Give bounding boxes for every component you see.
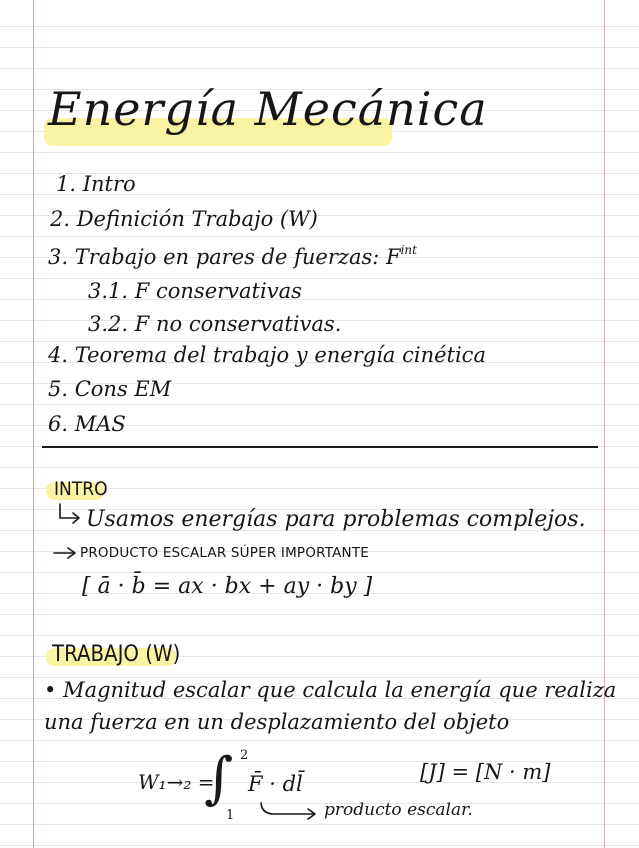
toc-item-3 [48,243,417,269]
toc-item-2: 2. Definición Trabajo (W) [50,207,318,231]
trabajo-heading: TRABAJO (W) [52,642,181,667]
work-units: [J] = [N · m] [420,760,551,784]
integral-symbol: ∫ [204,746,234,811]
toc-item-4: 4. Teorema del trabajo y energía cinética [48,343,486,367]
right-arrow-icon [52,546,78,560]
toc-item-5: 5. Cons EM [48,377,172,401]
work-formula-integrand: F̄ · dl̄ [248,772,303,796]
integral-lower-limit: 1 [226,808,235,823]
toc-item-3-text: 3. Trabajo en pares de fuerzas: F [48,245,401,269]
toc-item-6: 6. MAS [48,412,126,436]
work-formula-lhs: W₁→₂ = [138,770,215,794]
intro-line-2: PRODUCTO ESCALAR SÚPER IMPORTANTE [80,545,370,561]
intro-line-1: Usamos energías para problemas complejos. [86,507,586,532]
left-margin-line [33,0,34,848]
right-margin-line [604,0,605,848]
toc-item-1: 1. Intro [56,172,136,196]
toc-item-3-sup: int [400,243,417,257]
intro-formula: [ ā · b̄ = ax · bx + ay · by ] [82,574,373,599]
section-divider [42,446,598,448]
scalar-product-note: producto escalar. [324,800,473,820]
integral-upper-limit: 2 [240,748,249,763]
hook-arrow-icon [56,502,84,528]
toc-item-3-1: 3.1. F conservativas [88,279,302,303]
page-title: Energía Mecánica [48,82,488,136]
toc-item-3-2: 3.2. F no conservativas. [88,312,342,336]
trabajo-line-2: una fuerza en un desplazamiento del objeto [44,710,510,734]
trabajo-line-1: • Magnitud escalar que calcula la energía que realiza [44,678,617,702]
intro-heading: INTRO [54,478,108,500]
curved-arrow-icon [258,800,320,822]
